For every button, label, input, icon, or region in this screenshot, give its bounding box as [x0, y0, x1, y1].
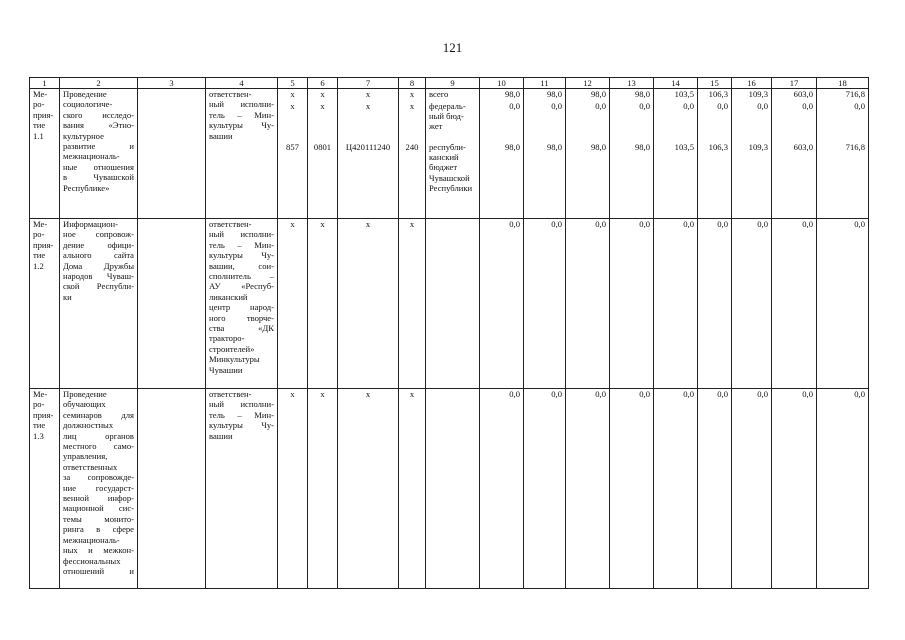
value-cell: 98,0: [566, 142, 610, 219]
value-cell: 0,0: [732, 101, 772, 142]
header-cell: 16: [732, 78, 772, 89]
empty-cell: [138, 389, 206, 589]
value-cell: 98,0: [566, 89, 610, 101]
value-cell: 0,0: [817, 389, 869, 589]
code-cell: 0801: [308, 142, 338, 219]
header-row: [30, 78, 869, 89]
header-cell: 18: [817, 78, 869, 89]
header-cell: 1: [30, 78, 60, 89]
budget-table: [29, 77, 869, 589]
text-line: обучающих: [63, 399, 106, 410]
text-line: ликанский: [209, 291, 248, 302]
text-line: ского исследо-: [63, 109, 134, 120]
funding-source-cell: [426, 142, 480, 219]
text-line: ный бюд-: [429, 110, 464, 121]
text-line: ное сопровож-: [63, 229, 134, 240]
text-line: АУ «Респуб-: [209, 281, 274, 292]
value-cell: 0,0: [698, 389, 732, 589]
code-cell: х: [338, 389, 399, 589]
text-line: 1.3: [33, 430, 44, 441]
text-line: ответствен-: [209, 89, 252, 99]
text-line: 1.2: [33, 260, 44, 271]
text-line: местного само-: [63, 441, 134, 452]
text-line: тель – Мин-: [209, 109, 274, 120]
value-cell: 0,0: [817, 219, 869, 389]
value-cell: 98,0: [480, 142, 524, 219]
value-cell: 109,3: [732, 142, 772, 219]
text-line: Ме-: [33, 389, 48, 399]
text-line: управления,: [63, 451, 108, 462]
text-line: ние государст-: [63, 482, 134, 493]
text-line: ный исполни-: [209, 399, 274, 410]
text-line: межнациональ-: [63, 534, 120, 545]
text-line: развитие и: [63, 141, 134, 152]
value-cell: 0,0: [480, 219, 524, 389]
responsible-cell: [206, 219, 278, 389]
text-line: ный исполни-: [209, 99, 274, 110]
value-cell: 0,0: [524, 389, 566, 589]
code-cell: х: [399, 389, 426, 589]
funding-source-cell: [426, 89, 480, 101]
text-line: тие: [33, 120, 46, 131]
text-line: прия-: [33, 409, 54, 420]
text-line: жет: [429, 121, 443, 132]
text-line: строителей»: [209, 343, 255, 354]
text-line: венной инфор-: [63, 493, 134, 504]
value-cell: 0,0: [732, 219, 772, 389]
code-cell: х: [278, 89, 308, 101]
value-cell: 0,0: [698, 219, 732, 389]
text-line: ответствен-: [209, 389, 252, 399]
code-cell: х: [308, 89, 338, 101]
text-line: ный исполни-: [209, 229, 274, 240]
event-name-cell: [60, 389, 138, 589]
text-line: Ме-: [33, 89, 48, 99]
value-cell: 0,0: [524, 101, 566, 142]
text-line: вашии: [209, 130, 233, 141]
text-line: всего: [429, 89, 449, 99]
event-name-cell: [60, 219, 138, 389]
text-line: республи-: [429, 141, 466, 152]
text-line: ответственных: [63, 461, 118, 472]
code-cell: х: [278, 389, 308, 589]
funding-source-cell: [426, 219, 480, 389]
value-cell: 109,3: [732, 89, 772, 101]
text-line: социологиче-: [63, 99, 113, 110]
text-line: прия-: [33, 109, 54, 120]
value-cell: 0,0: [772, 101, 817, 142]
text-line: федераль-: [429, 100, 466, 111]
text-line: бюджет: [429, 162, 458, 173]
value-cell: 0,0: [817, 101, 869, 142]
text-line: культурное: [63, 130, 104, 141]
value-cell: 98,0: [524, 89, 566, 101]
code-cell: 857: [278, 142, 308, 219]
text-line: ства «ДК: [209, 323, 274, 334]
text-line: межнациональ-: [63, 151, 120, 162]
text-line: вания «Этно-: [63, 120, 134, 131]
code-cell: х: [308, 101, 338, 142]
code-cell: х: [278, 101, 308, 142]
text-line: в Чувашской: [63, 172, 134, 183]
empty-cell: [138, 89, 206, 219]
empty-cell: [138, 219, 206, 389]
event-id-cell: [30, 389, 60, 589]
text-line: ки: [63, 291, 72, 302]
text-line: культуры Чу-: [209, 120, 274, 131]
text-line: Республики: [429, 183, 473, 194]
header-cell: 15: [698, 78, 732, 89]
code-cell: х: [338, 101, 399, 142]
text-line: фессиональных: [63, 555, 121, 566]
header-cell: 3: [138, 78, 206, 89]
value-cell: 0,0: [524, 219, 566, 389]
text-line: Дома Дружбы: [63, 260, 134, 271]
text-line: ные отношения: [63, 161, 134, 172]
text-line: ской Республи-: [63, 281, 134, 292]
text-line: Минкультуры: [209, 354, 260, 365]
text-line: вашии, сои-: [209, 260, 274, 271]
value-cell: 0,0: [566, 219, 610, 389]
value-cell: 0,0: [698, 101, 732, 142]
text-line: ро-: [33, 229, 45, 240]
header-cell: 11: [524, 78, 566, 89]
table-row: [30, 389, 869, 589]
value-cell: 0,0: [654, 219, 698, 389]
code-cell: х: [399, 101, 426, 142]
value-cell: 0,0: [654, 389, 698, 589]
text-line: лиц органов: [63, 430, 134, 441]
value-cell: 106,3: [698, 142, 732, 219]
responsible-cell: [206, 389, 278, 589]
text-line: отношений и: [63, 565, 134, 576]
header-cell: 13: [610, 78, 654, 89]
code-cell: х: [399, 89, 426, 101]
code-cell: 240: [399, 142, 426, 219]
value-cell: 603,0: [772, 142, 817, 219]
funding-source-cell: [426, 101, 480, 142]
text-line: должностных: [63, 420, 114, 431]
table-body: [30, 78, 869, 589]
text-line: Чувашской: [429, 172, 470, 183]
text-line: прия-: [33, 239, 54, 250]
code-cell: х: [399, 219, 426, 389]
header-cell: 9: [426, 78, 480, 89]
value-cell: 106,3: [698, 89, 732, 101]
table-row: [30, 89, 869, 101]
text-line: центр народ-: [209, 302, 274, 313]
text-line: культуры Чу-: [209, 420, 274, 431]
text-line: Проведение: [63, 89, 107, 99]
value-cell: 98,0: [610, 89, 654, 101]
event-id-cell: [30, 89, 60, 219]
text-line: ного творче-: [209, 312, 274, 323]
header-cell: 12: [566, 78, 610, 89]
text-line: семинаров для: [63, 409, 134, 420]
header-cell: 14: [654, 78, 698, 89]
header-cell: 10: [480, 78, 524, 89]
value-cell: 98,0: [524, 142, 566, 219]
header-cell: 7: [338, 78, 399, 89]
text-line: ных и межкон-: [63, 545, 134, 556]
header-cell: 4: [206, 78, 278, 89]
value-cell: 98,0: [610, 142, 654, 219]
value-cell: 0,0: [610, 101, 654, 142]
value-cell: 603,0: [772, 89, 817, 101]
responsible-cell: [206, 89, 278, 219]
code-cell: х: [338, 89, 399, 101]
text-line: ответствен-: [209, 219, 252, 229]
value-cell: 0,0: [654, 101, 698, 142]
header-cell: 17: [772, 78, 817, 89]
text-line: канский: [429, 151, 459, 162]
code-cell: х: [278, 219, 308, 389]
text-line: за сопровожде-: [63, 472, 134, 483]
code-cell: х: [308, 219, 338, 389]
table-row: [30, 219, 869, 389]
event-id-cell: [30, 219, 60, 389]
code-cell: Ц420111240: [338, 142, 399, 219]
funding-source-cell: [426, 389, 480, 589]
value-cell: 0,0: [566, 389, 610, 589]
text-line: Проведение: [63, 389, 107, 399]
text-line: 1.1: [33, 130, 44, 141]
text-line: тракторо-: [209, 333, 245, 344]
header-cell: 5: [278, 78, 308, 89]
text-line: тие: [33, 250, 46, 261]
text-line: тель – Мин-: [209, 409, 274, 420]
value-cell: 716,8: [817, 142, 869, 219]
value-cell: 0,0: [480, 101, 524, 142]
value-cell: 103,5: [654, 89, 698, 101]
text-line: культуры Чу-: [209, 250, 274, 261]
header-cell: 2: [60, 78, 138, 89]
value-cell: 103,5: [654, 142, 698, 219]
text-line: Чувашии: [209, 364, 243, 375]
value-cell: 0,0: [610, 219, 654, 389]
value-cell: 0,0: [772, 219, 817, 389]
text-line: Информацион-: [63, 219, 118, 229]
text-line: Ме-: [33, 219, 48, 229]
text-line: темы монито-: [63, 513, 134, 524]
event-name-cell: [60, 89, 138, 219]
value-cell: 0,0: [772, 389, 817, 589]
text-line: вашии: [209, 430, 233, 441]
header-cell: 6: [308, 78, 338, 89]
header-cell: 8: [399, 78, 426, 89]
page-number: 121: [442, 40, 463, 55]
value-cell: 716,8: [817, 89, 869, 101]
value-cell: 0,0: [480, 389, 524, 589]
code-cell: х: [338, 219, 399, 389]
text-line: сполнитель –: [209, 271, 274, 282]
text-line: народов Чуваш-: [63, 271, 134, 282]
text-line: тель – Мин-: [209, 239, 274, 250]
value-cell: 0,0: [732, 389, 772, 589]
text-line: мационной сис-: [63, 503, 134, 514]
text-line: ринга в сфере: [63, 524, 134, 535]
text-line: тие: [33, 420, 46, 431]
code-cell: х: [308, 389, 338, 589]
text-line: ро-: [33, 99, 45, 110]
text-line: Республике»: [63, 182, 110, 193]
text-line: дение офици-: [63, 239, 134, 250]
value-cell: 0,0: [566, 101, 610, 142]
text-line: ального сайта: [63, 250, 134, 261]
text-line: ро-: [33, 399, 45, 410]
value-cell: 0,0: [610, 389, 654, 589]
value-cell: 98,0: [480, 89, 524, 101]
